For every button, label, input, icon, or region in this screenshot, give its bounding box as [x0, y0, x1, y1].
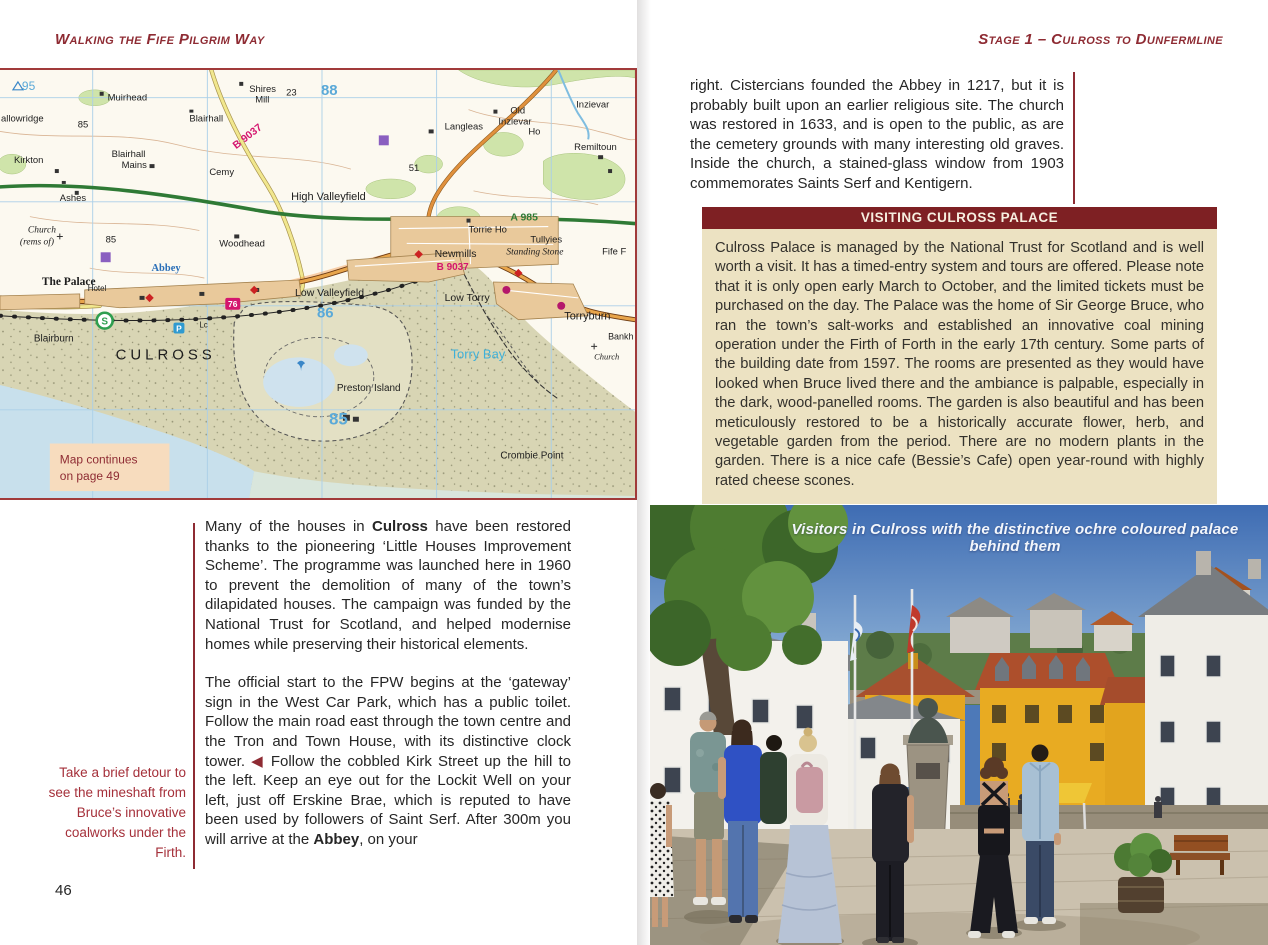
page-gutter: [637, 0, 651, 945]
left-page-header: Walking the Fife Pilgrim Way: [55, 31, 265, 48]
culross-photo: [650, 505, 1268, 945]
svg-text:Map continues: Map continues: [59, 452, 138, 467]
svg-text:B 9037: B 9037: [231, 122, 265, 152]
svg-text:allowridge: allowridge: [0, 113, 44, 125]
svg-text:Abbey: Abbey: [151, 263, 181, 275]
os-map: [0, 68, 637, 500]
paragraph-culross-houses: Many of the houses in Culross have been restored thanks to the pioneering ‘Little Houses Improvement Scheme’. The programme was launched here in 1960 to prevent the demolition of many of the town’s dilapidated houses. The campaign was funded by the National Trust for Scotland, and helped modernise homes while preserving their historical elements.: [205, 518, 571, 653]
svg-text:23: 23: [286, 87, 297, 99]
svg-text:Hotel: Hotel: [87, 283, 107, 293]
svg-text:on page 49: on page 49: [59, 469, 120, 484]
svg-text:Low Torry: Low Torry: [444, 292, 490, 304]
map-continues-note: [50, 444, 170, 492]
infobox-title: VISITING CULROSS PALACE: [702, 207, 1217, 229]
svg-text:High Valleyfield: High Valleyfield: [291, 190, 366, 203]
svg-text:Tullyies: Tullyies: [530, 234, 563, 246]
start-marker: [97, 313, 113, 329]
svg-text:Newmills: Newmills: [434, 249, 477, 261]
route-arrow-icon: ◀: [251, 752, 265, 770]
os-map-svg: [0, 70, 635, 498]
svg-text:Remiltoun: Remiltoun: [574, 142, 617, 154]
svg-text:95: 95: [21, 78, 36, 93]
svg-text:85: 85: [328, 409, 348, 429]
ncn-76-badge: [225, 298, 240, 310]
visitor-icon: [379, 135, 389, 145]
left-body-column: [205, 517, 571, 850]
ncn-76-label: 76: [228, 298, 238, 309]
svg-text:Woodhead: Woodhead: [219, 238, 265, 250]
svg-text:Blairhall: Blairhall: [189, 113, 224, 125]
svg-text:Standing Stone: Standing Stone: [506, 247, 564, 258]
svg-text:Torrie Ho: Torrie Ho: [468, 224, 507, 236]
left-column-rule: [193, 523, 195, 869]
paragraph-official-start: The official start to the FPW begins at the ‘gateway’ sign in the West Car Park, which has a public toilet. Follow the main road east through the town centre and the Tron and Town House, with its distinctive clock tower. ◀ Follow the cobbled Kirk Street up the hill to the left. Keep an eye out for the Lockit Well on your left, just off Erskine Brae, which is reputed to have been used by followers of Saint Serf. After 300m you will arrive at the Abbey, on your: [205, 674, 571, 848]
svg-text:The Palace: The Palace: [41, 276, 96, 288]
svg-text:Kirkton: Kirkton: [13, 155, 44, 167]
nts-palace-icon: [101, 252, 111, 262]
svg-text:Torryburn: Torryburn: [564, 310, 611, 323]
svg-text:Cemy: Cemy: [209, 167, 235, 179]
right-page-header: Stage 1 – Culross to Dunfermline: [978, 31, 1223, 48]
svg-text:Crombie Point: Crombie Point: [500, 450, 564, 462]
svg-text:B 9037: B 9037: [436, 262, 469, 274]
svg-text:Blairhall: Blairhall: [111, 149, 146, 161]
page-number: 46: [55, 882, 72, 899]
photo-caption: Visitors in Culross with the distinctive ochre coloured palace behind them: [791, 521, 1239, 555]
right-body-column: [690, 76, 1064, 194]
svg-text:Preston Island: Preston Island: [336, 383, 401, 394]
parking-icon: [173, 323, 184, 334]
svg-text:51: 51: [408, 163, 420, 175]
bold-culross: Culross: [372, 518, 428, 535]
svg-text:Fife F: Fife F: [602, 246, 627, 258]
bold-abbey: Abbey: [313, 830, 360, 848]
svg-text:Mains: Mains: [121, 160, 147, 172]
svg-text:Low Valleyfield: Low Valleyfield: [295, 287, 365, 299]
svg-text:CULROSS: CULROSS: [115, 347, 216, 364]
svg-text:P: P: [176, 323, 182, 334]
svg-text:Shires: Shires: [249, 83, 277, 95]
right-column-rule: [1073, 72, 1075, 204]
svg-text:Lc: Lc: [199, 320, 208, 330]
svg-text:Ashes: Ashes: [59, 192, 87, 204]
paragraph-cistercians: right. Cistercians founded the Abbey in 1217, but it is probably built upon an earlier religious site. The church was restored in 1633, and is open to the public, as are the cemetery grounds with many interesting old graves. Inside the church, a stained-glass window from 1903 commemorates Saints Serf and Kentigern.: [690, 77, 1064, 192]
svg-text:Inzievar: Inzievar: [498, 116, 532, 128]
svg-text:Mill: Mill: [255, 94, 270, 106]
svg-text:Blairburn: Blairburn: [33, 333, 74, 345]
svg-text:88: 88: [320, 82, 338, 99]
svg-text:A 985: A 985: [510, 212, 538, 224]
infobox-body: Culross Palace is managed by the National Trust for Scotland and is well worth a visit. It has a timed-entry system and tours are offered. Please note that it is only open early March to October, and the limited tickets must be purchased on the day. The Palace was the home of Sir George Bruce, who ran the town’s salt-works and established an innovative coal mining operation under the Firth of Forth in the early 17th century. Some parts of the building date from 1597. The rooms are presented as they would have looked when Bruce lived there and the ambiance is palpable, especially in the dark, wood-panelled rooms. The garden is also beautiful and has been meticulously restored to be a historically accurate flower, herb, and vegetable garden from the period. There are no modern plants in the garden. There is a nice cafe (Bessie’s Cafe) open year-round with highly rated cheese scones.: [702, 229, 1217, 504]
svg-text:Bankh: Bankh: [608, 331, 634, 342]
svg-text:Church: Church: [594, 351, 620, 362]
culross-photo-svg: [650, 505, 1268, 945]
svg-text:Torry Bay: Torry Bay: [450, 346, 506, 362]
start-marker-label: S: [101, 316, 108, 328]
svg-text:86: 86: [317, 305, 334, 322]
svg-text:(rems of): (rems of): [19, 237, 55, 248]
svg-text:Langleas: Langleas: [444, 121, 484, 133]
svg-text:Inzievar: Inzievar: [576, 99, 610, 111]
svg-text:Ho: Ho: [528, 126, 541, 138]
visiting-culross-palace-box: [702, 207, 1217, 504]
svg-text:85: 85: [105, 234, 117, 246]
svg-text:Church: Church: [27, 225, 56, 236]
svg-text:Muirhead: Muirhead: [107, 92, 148, 104]
side-note-detour: Take a brief detour to see the mineshaft from Bruce’s innovative coalworks under the Firth.: [48, 765, 186, 860]
svg-text:85: 85: [77, 119, 89, 131]
svg-text:Old: Old: [510, 105, 526, 117]
